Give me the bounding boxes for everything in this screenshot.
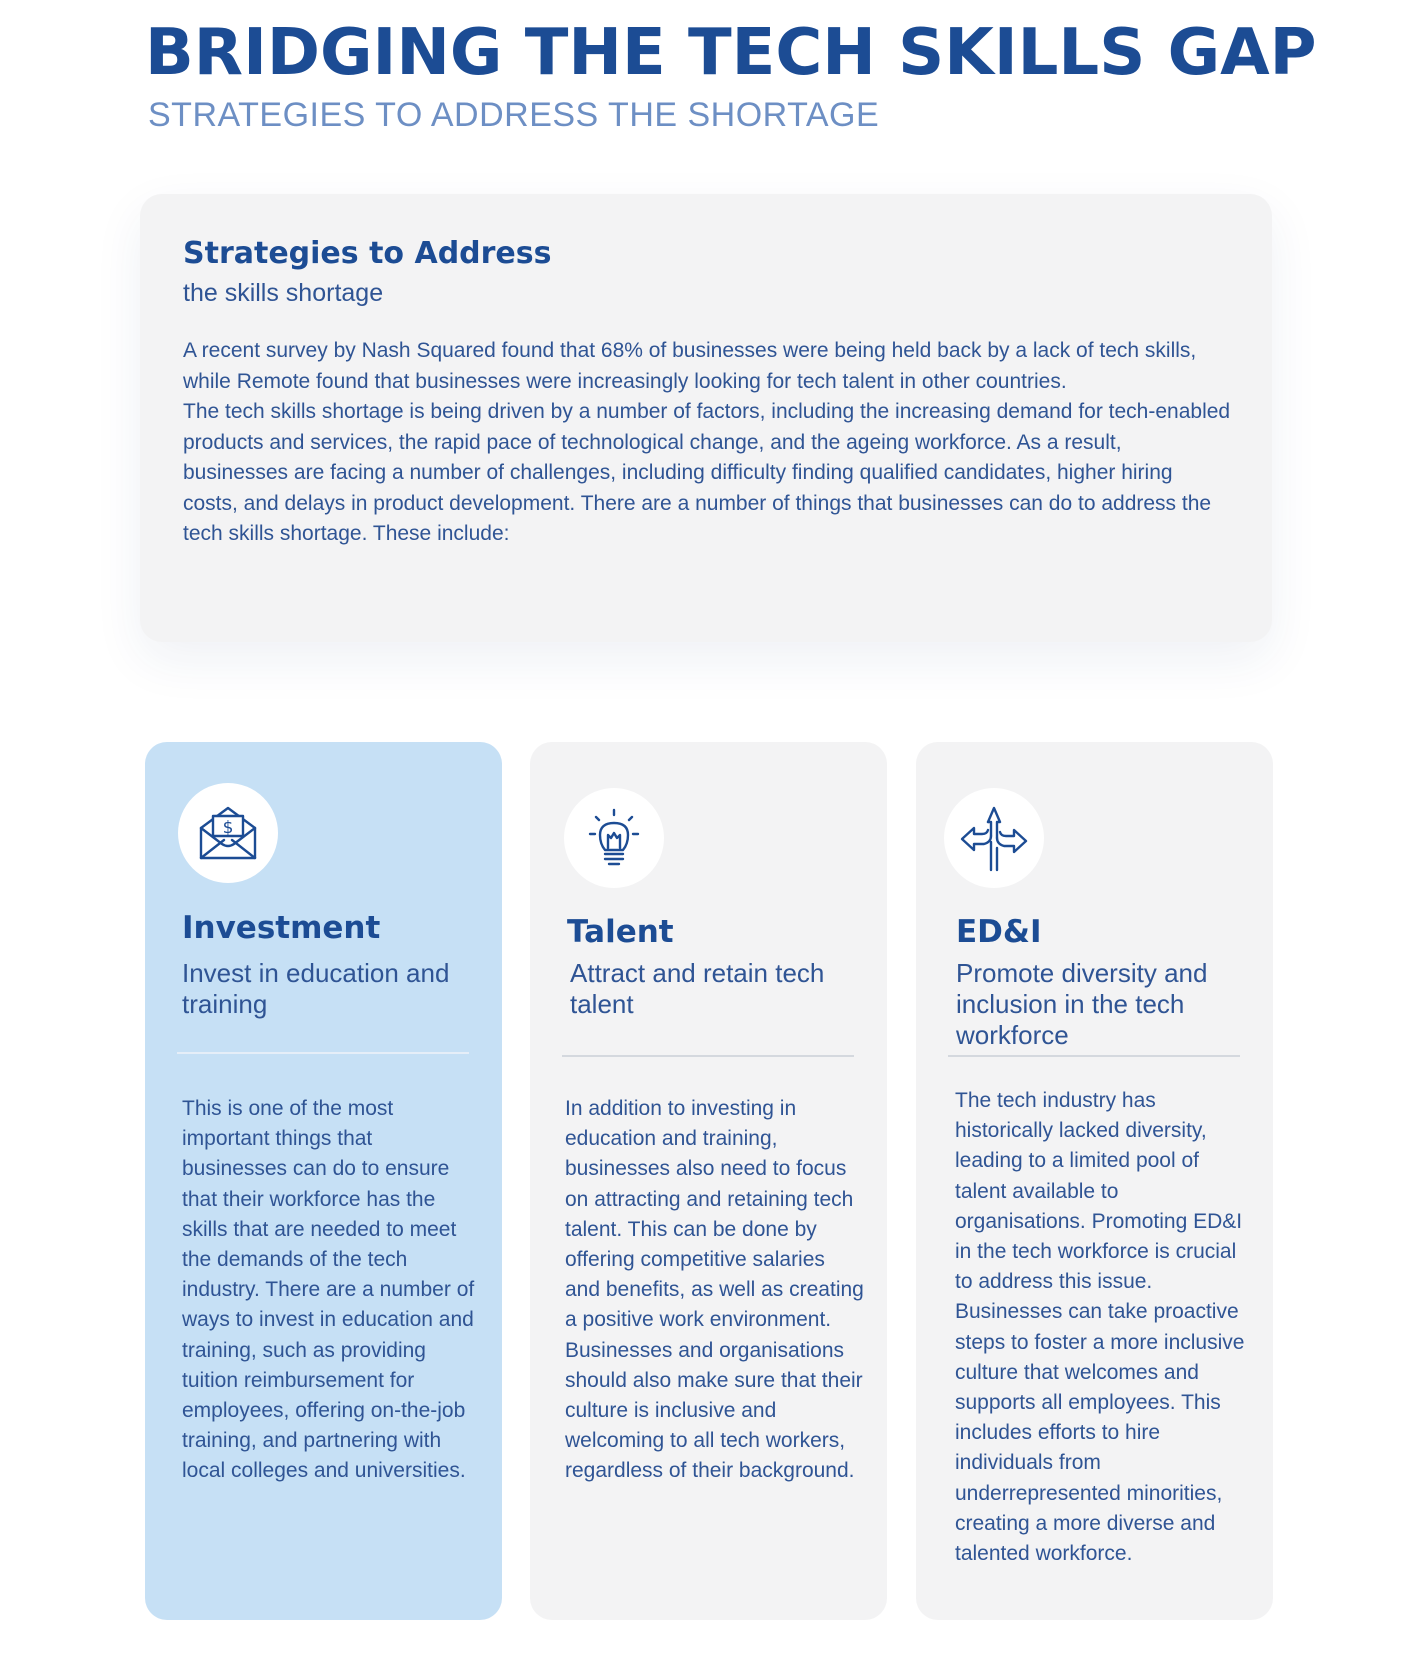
- intro-subheading: the skills shortage: [183, 279, 384, 307]
- divider: [948, 1055, 1240, 1057]
- strategy-card-edi: [916, 742, 1273, 1620]
- card-tagline: Invest in education and training: [182, 958, 450, 1019]
- strategy-card-investment: [145, 742, 502, 1620]
- branching-arrows-icon: [944, 788, 1044, 888]
- divider: [177, 1052, 469, 1054]
- intro-paragraph: A recent survey by Nash Squared found that 68% of businesses were being held back by a lack of tech skills, while Remote found that businesses were increasingly looking for tech talent in other countries.: [183, 339, 1197, 393]
- strategy-card-talent: [530, 742, 887, 1620]
- intro-body: [183, 336, 1232, 550]
- card-tagline: Promote diversity and inclusion in the tech workforce: [956, 958, 1208, 1050]
- card-title: Investment: [182, 910, 381, 946]
- card-body: The tech industry has historically lacked diversity, leading to a limited pool of talent available to organisations. Promoting ED&I in the tech workforce is crucial to address this issue. Businesses can take proactive steps to foster a more inclusive culture that welcomes and supports all employees. This includes efforts to hire individuals from underrepresented minorities, creating a more diverse and talented workforce.: [955, 1089, 1245, 1566]
- card-title: ED&I: [956, 914, 1042, 950]
- intro-paragraph: The tech skills shortage is being driven by a number of factors, including the increasing demand for tech-enabled products and services, the rapid pace of technological change, and the ageing workforce. As a result, businesses are facing a number of challenges, including difficulty finding qualified candidates, higher hiring costs, and delays in product development. There are a number of things that businesses can do to address the tech skills shortage. These include:: [183, 400, 1231, 545]
- divider: [562, 1055, 854, 1057]
- page-title: BRIDGING THE TECH SKILLS GAP: [145, 16, 1317, 90]
- lightbulb-icon: [564, 788, 664, 888]
- intro-heading: Strategies to Address: [183, 236, 552, 271]
- page-subtitle: STRATEGIES TO ADDRESS THE SHORTAGE: [148, 96, 880, 134]
- card-body: In addition to investing in education and training, businesses also need to focus on attracting and retaining tech talent. This can be done by offering competitive salaries and benefits, as well as creating a positive work environment. Businesses and organisations should also make sure that their culture is inclusive and welcoming to all tech workers, regardless of their background.: [565, 1097, 864, 1483]
- card-tagline: Attract and retain tech talent: [570, 958, 825, 1019]
- envelope-dollar-icon: [178, 783, 278, 883]
- card-title: Talent: [567, 914, 674, 950]
- svg-text:$: $: [222, 818, 234, 838]
- card-body: This is one of the most important things that businesses can do to ensure that their workforce has the skills that are needed to meet the demands of the tech industry. There are a number of ways to invest in education and training, such as providing tuition reimbursement for employees, offering on-the-job training, and partnering with local colleges and universities.: [182, 1097, 475, 1483]
- intro-panel: [140, 194, 1272, 642]
